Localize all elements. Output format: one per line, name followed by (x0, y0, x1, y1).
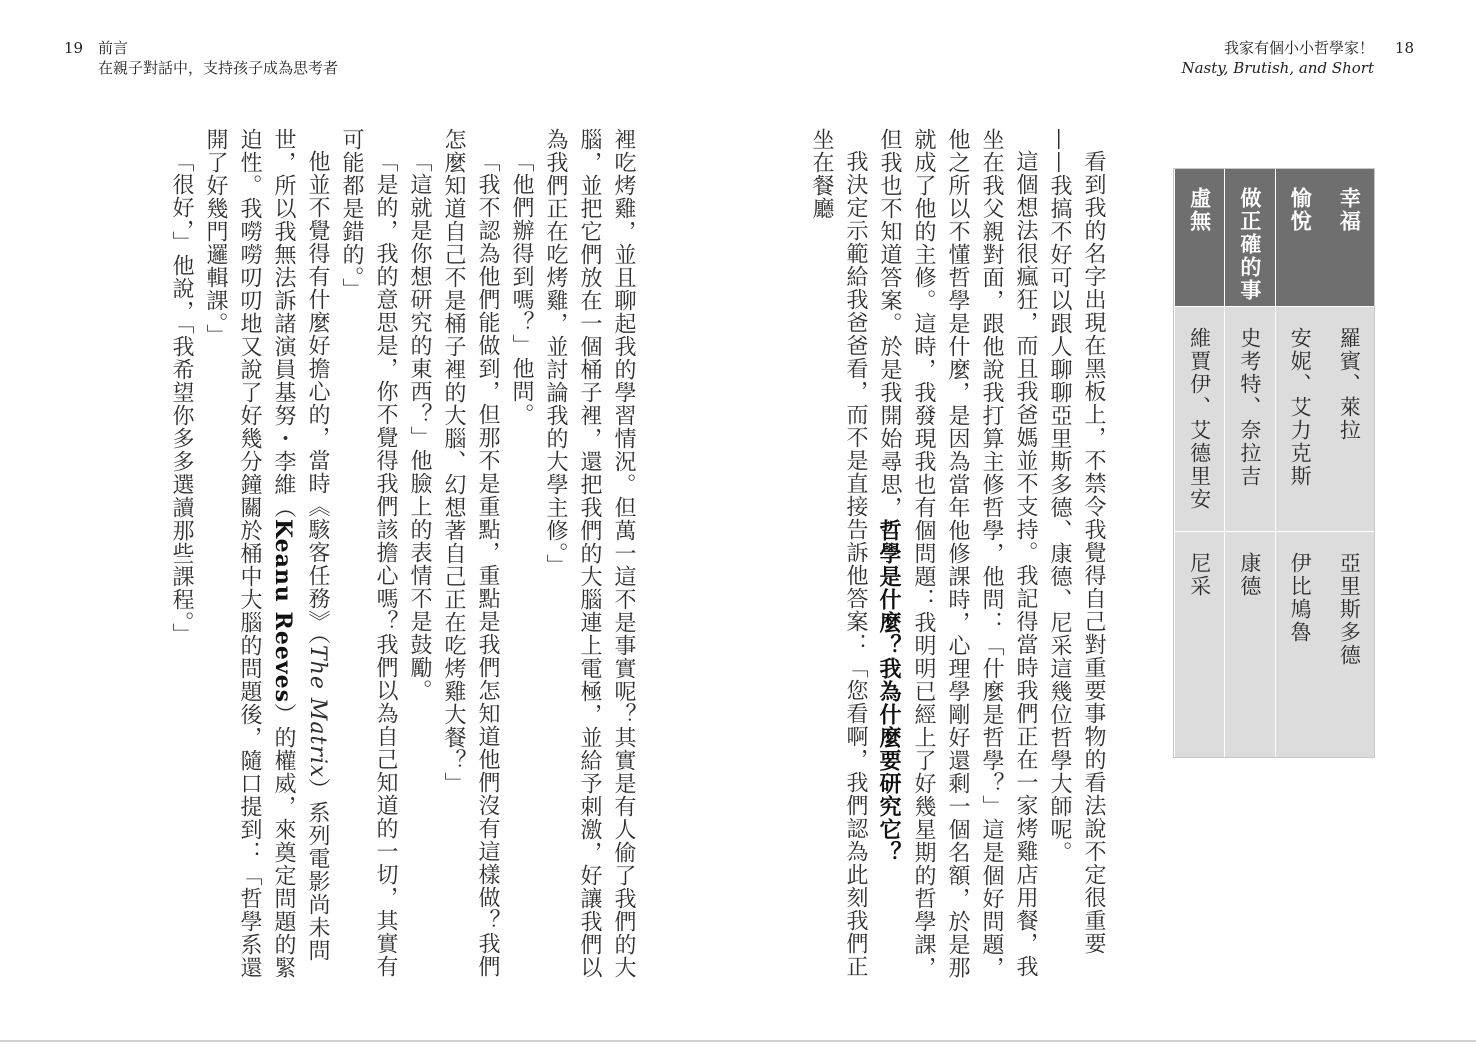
table-column (1325, 169, 1374, 757)
page-bottom-divider (0, 1040, 1476, 1042)
table-column (1224, 169, 1274, 757)
left-section-title: 前言 (98, 39, 129, 57)
paragraph: 看到我的名字出現在黑板上，不禁令我覺得自己對重要事物的看法說不定很重要——我搞不好可以跟人聊聊亞里斯多德、康德、尼采這幾位哲學大師呢。 (1047, 128, 1106, 955)
philosophy-table (1173, 168, 1375, 758)
left-page-body (169, 128, 640, 988)
actor-name-en: Keanu Reeves (270, 519, 296, 703)
paragraph: 「很好，」他說，「我希望你多多選讀那些課程。」 (169, 150, 194, 646)
table-header: 虛無 (1175, 169, 1224, 307)
paragraph: 「他們辦得到嗎？」他問。 (509, 150, 534, 426)
table-cell: 康德 (1225, 532, 1274, 757)
left-section-subtitle: 在親子對話中，支持孩子成為思考者 (98, 59, 339, 77)
left-page-number: 19 (64, 39, 84, 57)
paragraph: 「是的，我的意思是，你不覺得我們該擔心嗎？我們以為自己知道的一切，其實有可能都是錯的。」 (339, 128, 398, 978)
right-running-header (1181, 38, 1414, 78)
paragraph: 裡吃烤雞，並且聊起我的學習情況。但萬一這不是事實呢？其實是有人偷了我們的大腦，並把它們放在一個桶子裡，還把我們的大腦連上電極，並給予刺激，好讓我們以為我們正在吃烤雞，並討論我的大學主修。」 (543, 128, 636, 979)
paragraph: 「我不認為他們能做到，但那不是重點，重點是我們怎知道他們沒有這樣做？我們怎麼知道自己不是桶子裡的大腦、幻想著自己正在吃烤雞大餐？」 (441, 128, 500, 978)
table-cell: 尼采 (1175, 532, 1224, 757)
paragraph: 我決定示範給我爸爸看，而不是直接告訴他答案：「您看啊，我們認為此刻我們正坐在餐廳 (809, 128, 868, 978)
paragraph-text: ）的權威，來奠定問題的緊迫性。我嘮嘮叨叨地又說了好幾分鐘關於桶中大腦的問題後，隨口提到：「哲學系還開了好幾門邏輯課。」 (203, 128, 296, 979)
paragraph (198, 128, 334, 988)
table-header: 做正確的事 (1225, 169, 1274, 307)
right-page-body (809, 128, 1110, 988)
table-column (1275, 169, 1325, 757)
right-page-number: 18 (1394, 39, 1414, 57)
table-cell: 伊比鳩魯 (1276, 532, 1325, 757)
bold-question: 哲學是什麼？我為什麼要研究它？ (876, 519, 902, 864)
paragraph (872, 128, 1042, 988)
book-subtitle: Nasty, Brutish, and Short (1181, 59, 1374, 77)
table-cell: 史考特、奈拉吉 (1225, 307, 1274, 532)
book-title: 我家有個小小哲學家！ (1223, 39, 1374, 57)
table-cell: 亞里斯多德 (1325, 532, 1374, 757)
paragraph-text: ）系列電影尚未問世，所以我無法訴諸演員基努・李維（ (271, 128, 330, 963)
table-header: 幸福 (1325, 169, 1374, 307)
table-header: 愉悅 (1276, 169, 1325, 307)
table-cell: 維賈伊、艾德里安 (1175, 307, 1224, 532)
paragraph-text: 他並不覺得有什麼好擔心的，當時《駭客任務》（ (305, 150, 330, 645)
movie-title-en: The Matrix (305, 645, 330, 779)
table-cell: 羅賓、萊拉 (1325, 307, 1374, 532)
table-cell: 安妮、艾力克斯 (1276, 307, 1325, 532)
table-column (1174, 169, 1224, 757)
left-running-header (64, 38, 338, 78)
paragraph-text: 這個想法很瘋狂，而且我爸媽並不支持。我記得當時我們正在一家烤雞店用餐，我坐在我父親對面，跟他說我打算主修哲學，他問：「什麼是哲學？」這是個好問題，他之所以不懂哲學是什麼，是因為當年他修課時，心理學剛好還剩一個名額，於是那就成了他的主修。這時，我發現我也有個問題：我明明已經上了好幾星期的哲學課，但我也不知道答案。於是我開始尋思， (877, 128, 1038, 979)
paragraph: 「這就是你想研究的東西？」他臉上的表情不是鼓勵。 (407, 150, 432, 702)
